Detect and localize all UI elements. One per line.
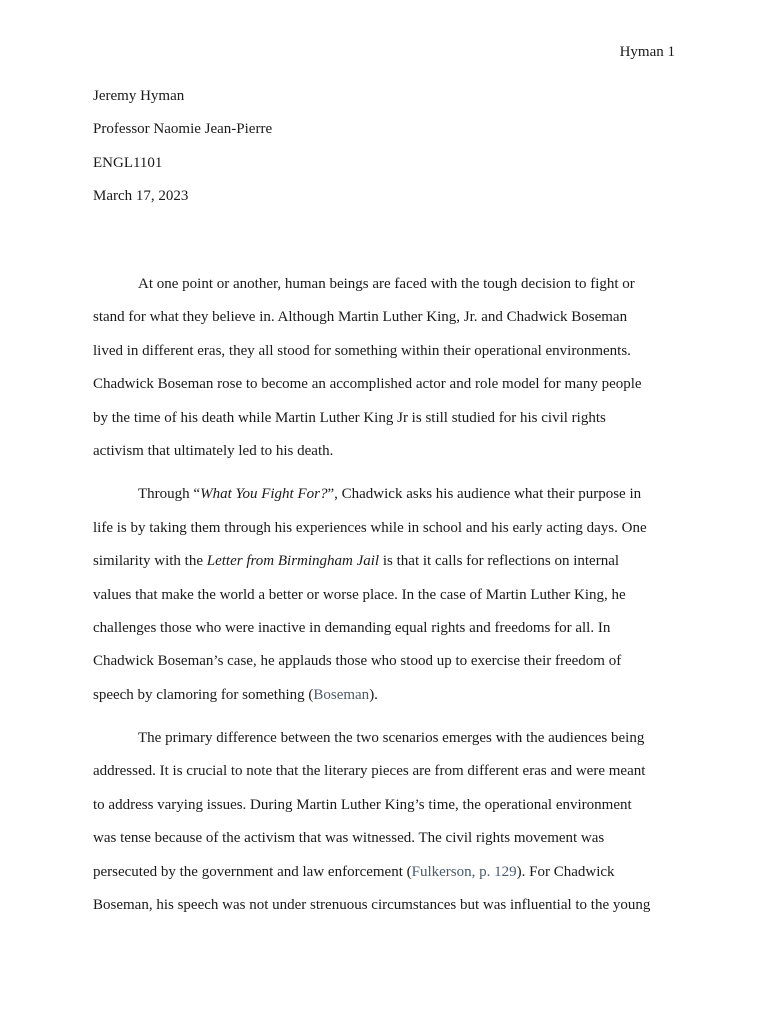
text-run: speech by clamoring for something (: [93, 686, 314, 703]
text-line: [93, 483, 675, 516]
citation-fulkerson: Fulkerson, p. 129: [411, 863, 517, 880]
text-line: Chadwick Boseman rose to become an accomplished actor and role model for many people: [93, 376, 642, 393]
text-line: to address varying issues. During Martin Luther King’s time, the operational environment: [93, 796, 632, 813]
text-line: The primary difference between the two scenarios emerges with the audiences being: [138, 730, 645, 747]
date: March 17, 2023: [93, 188, 189, 205]
citation-boseman: Boseman: [313, 686, 370, 703]
paragraph-3: [93, 727, 675, 927]
paragraph-1: [93, 273, 675, 473]
professor-name: Professor Naomie Jean-Pierre: [93, 121, 273, 138]
text-line: by the time of his death while Martin Luther King Jr is still studied for his civil rights: [93, 409, 606, 426]
text-line: lived in different eras, they all stood for something within their operational environments.: [93, 342, 631, 359]
text-line: [93, 861, 675, 894]
speech-title: What You Fight For?: [200, 486, 328, 503]
text-line: was tense because of the activism that was witnessed. The civil rights movement was: [93, 830, 605, 847]
student-name: Jeremy Hyman: [93, 88, 185, 104]
text-run: ”, Chadwick asks his audience what their purpose in: [327, 486, 642, 503]
text-line: Boseman, his speech was not under strenuous circumstances but was influential to the young: [93, 897, 651, 914]
text-run: similarity with the: [93, 553, 207, 570]
text-run: Through “: [138, 486, 201, 503]
text-run: persecuted by the government and law enforcement (: [93, 863, 412, 880]
mla-heading: [93, 86, 675, 220]
text-line: challenges those who were inactive in demanding equal rights and freedoms for all. In: [93, 619, 611, 636]
text-line: [93, 684, 675, 717]
text-line: activism that ultimately led to his death.: [93, 442, 334, 459]
essay-body: [93, 273, 675, 937]
text-line: Chadwick Boseman’s case, he applauds those who stood up to exercise their freedom of: [93, 653, 622, 670]
text-line: stand for what they believe in. Although Martin Luther King, Jr. and Chadwick Boseman: [93, 309, 628, 326]
text-run: ).: [369, 686, 378, 703]
paragraph-2: [93, 483, 675, 717]
text-line: life is by taking them through his experiences while in school and his early acting days. One: [93, 519, 647, 536]
letter-title: Letter from Birmingham Jail: [206, 553, 380, 570]
text-line: At one point or another, human beings are faced with the tough decision to fight or: [138, 276, 635, 292]
text-run: is that it calls for reflections on internal: [379, 553, 620, 570]
course-code: ENGL1101: [93, 154, 163, 171]
text-line: values that make the world a better or worse place. In the case of Martin Luther King, he: [93, 586, 626, 603]
running-header: Hyman 1: [619, 44, 675, 60]
text-line: addressed. It is crucial to note that the literary pieces are from different eras and were meant: [93, 763, 646, 780]
text-run: ). For Chadwick: [516, 863, 615, 880]
text-line: [93, 550, 675, 583]
